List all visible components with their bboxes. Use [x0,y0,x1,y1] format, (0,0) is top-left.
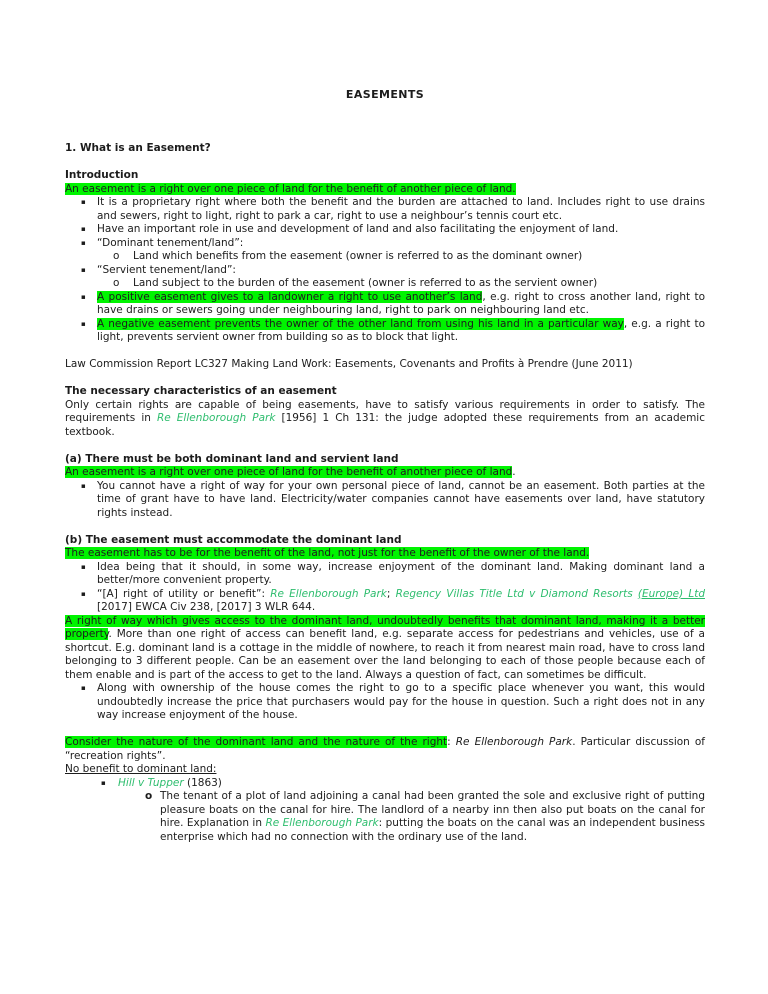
bullet-text [97,561,705,588]
text-run: The tenant of a plot of land adjoining a canal had been granted the sole and exclusive right of putting pleasure boats on the canal for hire. The landlord of a nearby inn then also put boats on the canal for hire. Explanation in [160,790,705,829]
bullet-text [133,250,705,264]
bullet-item [65,237,705,251]
text-run: ; [386,587,396,600]
paragraph [65,183,705,197]
bullet-text [160,790,705,844]
case-name: Re Ellenborough Park [265,817,379,829]
text-run: Only certain rights are capable of being easements, have to satisfy various requirements in order to satisfy. The requirements in [65,398,705,424]
case-name: (Europe) Ltd [637,587,705,600]
bullet-marker: ▪ [81,238,86,247]
section-heading [65,169,705,183]
text-run: Law Commission Report LC327 Making Land Work: Easements, Covenants and Profits à Prendre (June 2011) [65,358,633,370]
bullet-item [65,196,705,223]
bullet-marker: ▪ [81,319,86,328]
bullet-text [97,682,705,723]
case-name: Re Ellenborough Park [270,587,387,600]
bullet-item [65,588,705,615]
highlighted-text: Consider the nature of the dominant land and the nature of the right [65,736,448,748]
text-run: No benefit to dominant land: [65,763,217,775]
highlighted-text: A negative easement prevents the owner of the other land from using his land in a particular way [97,317,624,330]
bullet-item [65,561,705,588]
bullet-text [97,237,705,251]
section-heading [65,534,705,548]
text-run: “Dominant tenement/land”: [97,236,244,249]
bullet-text [97,588,705,615]
document-title [65,88,705,102]
paragraph [65,615,705,683]
bullet-text [97,480,705,521]
bullet-marker: ▪ [101,778,106,787]
highlighted-text: The easement has to be for the benefit of the land, not just for the benefit of the owner of the land. [65,547,590,559]
text-run: 1. What is an Easement? [65,142,211,154]
text-run: [1956] 1 Ch 131: the judge adopted these requirements from an academic textbook. [65,412,705,438]
section-heading [65,453,705,467]
text-run: “[A] right of utility or benefit”: [97,587,271,600]
bullet-item [65,480,705,521]
text-run: Land which benefits from the easement (owner is referred to as the dominant owner) [133,250,583,262]
text-run: , e.g. a right to light, prevents servient owner from building so as to block that light. [97,317,706,343]
bullet-marker: ▪ [81,198,86,206]
text-run: Land subject to the burden of the easement (owner is referred to as the servient owner) [133,277,598,289]
paragraph [65,466,705,480]
text-run: EASEMENTS [345,88,425,101]
bullet-marker: ▪ [81,265,86,274]
bullet-marker: ▪ [81,589,86,598]
section-heading [65,142,705,156]
bullet-marker: ▪ [81,562,86,571]
text-run: . Particular discussion of “recreation rights”. [65,736,706,762]
text-run: The necessary characteristics of an easement [65,385,337,397]
section-heading [65,385,705,399]
paragraph [65,547,705,561]
highlighted-text: An easement is a right over one piece of land for the benefit of another piece of land [65,466,513,478]
bullet-item [65,318,705,345]
sub-bullet-marker: o [113,277,120,289]
text-run: Have an important role in use and development of land and also facilitating the enjoyment of land. [97,223,619,235]
case-name: Regency Villas Title Ltd v Diamond Resorts [395,587,638,600]
text-run: “Servient tenement/land”: [97,263,236,276]
sub-bullet-item-nested [65,790,705,844]
text-run: You cannot have a right of way for your own personal piece of land, cannot be an easement. Both parties at the time of grant have to have land. Electricity/water companies cannot have easements over land, have statutory rights instead. [97,479,705,519]
highlighted-text: A right of way which gives access to the dominant land, undoubtedly benefits that dominant land, making it a better property [65,614,705,640]
text-run: , e.g. right to cross another land, right to have drains or sewers going under neighbouring land, right to park on neighbouring land etc. [97,290,706,316]
text-run: . More than one right of access can benefit land, e.g. separate access for pedestrians and vehicles, use of a shortcut. E.g. dominant land is a cottage in the middle of nowhere, to reach it from nearest main road, have to cross land belonging to 3 different people. Can be an easement over the land belonging to each of those people because each of them enable and is part of the access to get to the land. Always a question of fact, can sometimes be difficult. [65,628,705,681]
bullet-text [97,291,705,318]
text-run: Idea being that it should, in some way, increase enjoyment of the dominant land. Making dominant land a better/more convenient property. [97,560,705,586]
bullet-text [118,777,705,791]
text-run: [2017] EWCA Civ 238, [2017] 3 WLR 644. [97,601,316,613]
sub-bullet-marker: o [145,790,153,802]
paragraph [65,736,705,763]
text-run: Along with ownership of the house comes the right to go to a specific place whenever you want, this would undoubtedly increase the price that purchasers would pay for the house in question. Such a right does not in any way increase enjoyment of the house. [97,682,705,721]
bullet-marker: ▪ [81,481,86,490]
text-run: . [512,466,516,478]
text-run: Introduction [65,169,139,181]
sub-bullet-item [65,250,705,264]
text-run: (a) There must be both dominant land and servient land [65,452,399,465]
bullet-item [65,291,705,318]
text-run: : putting the boats on the canal was an independent business enterprise which had no connection with the ordinary use of the land. [160,817,706,843]
bullet-marker: ▪ [81,684,86,692]
highlighted-text: A positive easement gives to a landowner a right to use another’s land [97,290,483,303]
bullet-text [97,318,705,345]
text-run: It is a proprietary right where both the benefit and the burden are attached to land. Includes right to use drains and sewers, right to light, right to park a car, right to use a neighbour’s tennis court etc. [97,196,705,222]
text-run: (b) The easement must accommodate the dominant land [65,533,402,546]
text-run: Re Ellenborough Park [455,736,573,748]
bullet-marker: ▪ [81,292,86,301]
case-name: Re Ellenborough Park [156,412,276,424]
bullet-text [97,264,705,278]
paragraph [65,358,705,372]
bullet-text [97,196,705,223]
bullet-item-nested [65,777,705,791]
case-name: Hill v Tupper [118,776,184,789]
text-run: : [447,736,456,748]
bullet-item [65,223,705,237]
sub-bullet-item [65,277,705,291]
text-run: (1863) [183,776,222,789]
bullet-text [97,223,705,237]
bullet-text [133,277,705,291]
bullet-item [65,264,705,278]
paragraph [65,399,705,440]
sub-bullet-marker: o [113,250,120,262]
highlighted-text: An easement is a right over one piece of land for the benefit of another piece of land. [65,182,516,195]
bullet-item [65,682,705,723]
bullet-marker: ▪ [81,225,86,233]
paragraph [65,763,705,777]
